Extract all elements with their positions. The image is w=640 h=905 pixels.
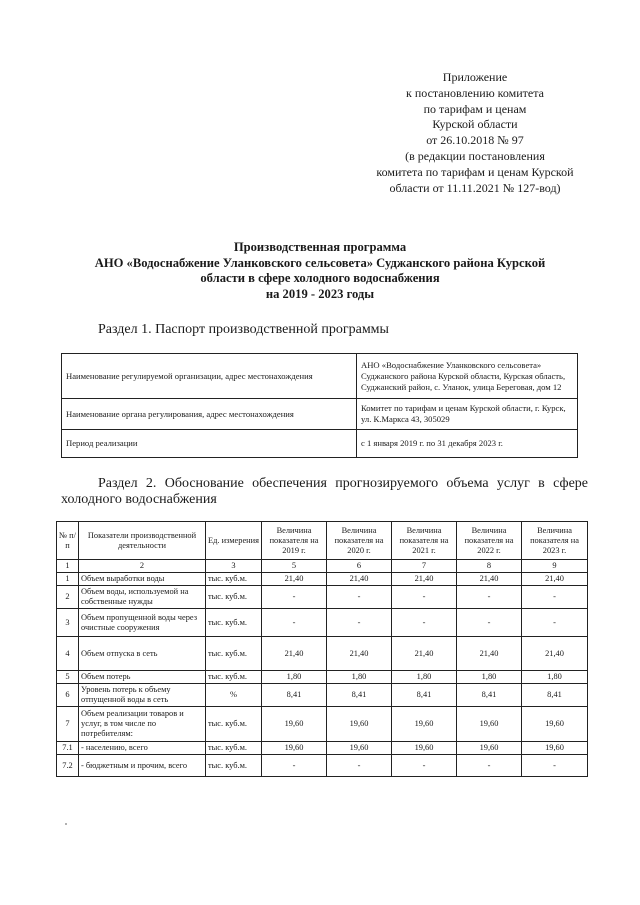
section2-line: Раздел 2. Обоснование обеспечения прогнозируемого объема услуг в сфере <box>98 476 588 491</box>
value-2019: 1,80 <box>262 671 327 684</box>
unit: тыс. куб.м. <box>206 573 262 586</box>
passport-value: АНО «Водоснабжение Уланковского сельсовета» Суджанского района Курской области, Курская область, Суджанский район, с. Уланок, улица Береговая, дом 12 <box>357 354 578 399</box>
row-number: 4 <box>57 637 79 671</box>
value-2022: - <box>457 586 522 609</box>
indicator-name: Уровень потерь к объему отпущенной воды в сеть <box>79 684 206 707</box>
appendix-line: к постановлению комитета <box>406 85 544 100</box>
value-2019: - <box>262 586 327 609</box>
table-row <box>57 671 588 684</box>
indicator-name: Объем реализации товаров и услуг, в том числе по потребителям: <box>79 707 206 742</box>
header-cell: Величина показателя на 2019 г. <box>262 522 327 560</box>
header-cell: Величина показателя на 2022 г. <box>457 522 522 560</box>
value-2020: 1,80 <box>327 671 392 684</box>
row-number: 7.2 <box>57 755 79 777</box>
indicator-name: Объем воды, используемой на собственные нужды <box>79 586 206 609</box>
unit: % <box>206 684 262 707</box>
passport-row <box>62 430 578 458</box>
header-row <box>57 522 588 560</box>
indicators-table <box>56 521 588 777</box>
row-number: 1 <box>57 573 79 586</box>
table-row <box>57 586 588 609</box>
unit: тыс. куб.м. <box>206 671 262 684</box>
column-number: 6 <box>327 560 392 573</box>
indicator-name: Объем отпуска в сеть <box>79 637 206 671</box>
indicator-name: - населению, всего <box>79 742 206 755</box>
appendix-line: по тарифам и ценам <box>423 101 527 116</box>
value-2021: - <box>392 609 457 637</box>
value-2021: 21,40 <box>392 573 457 586</box>
table-row <box>57 707 588 742</box>
value-2023: 19,60 <box>522 742 588 755</box>
header-cell: Показатели производственной деятельности <box>79 522 206 560</box>
value-2023: 19,60 <box>522 707 588 742</box>
passport-value: Комитет по тарифам и ценам Курской области, г. Курск, ул. К.Маркса 43, 305029 <box>357 399 578 430</box>
table-row <box>57 755 588 777</box>
value-2022: - <box>457 755 522 777</box>
value-2023: 21,40 <box>522 573 588 586</box>
value-2020: 21,40 <box>327 637 392 671</box>
value-2020: - <box>327 755 392 777</box>
appendix-line: Приложение <box>442 70 508 84</box>
value-2019: 8,41 <box>262 684 327 707</box>
column-number: 5 <box>262 560 327 573</box>
column-number: 7 <box>392 560 457 573</box>
unit: тыс. куб.м. <box>206 707 262 742</box>
value-2019: - <box>262 755 327 777</box>
appendix-line: комитета по тарифам и ценам Курской <box>376 164 574 179</box>
passport-row <box>62 399 578 430</box>
document-title <box>40 240 600 302</box>
table-row <box>57 573 588 586</box>
value-2021: 1,80 <box>392 671 457 684</box>
column-number: 8 <box>457 560 522 573</box>
title-line: на 2019 - 2023 годы <box>265 286 375 301</box>
value-2021: 19,60 <box>392 707 457 742</box>
value-2020: 19,60 <box>327 742 392 755</box>
value-2020: - <box>327 586 392 609</box>
table-row <box>57 609 588 637</box>
passport-row <box>62 354 578 399</box>
value-2022: 21,40 <box>457 573 522 586</box>
indicator-name: - бюджетным и прочим, всего <box>79 755 206 777</box>
header-cell: Ед. измерения <box>206 522 262 560</box>
unit: тыс. куб.м. <box>206 755 262 777</box>
unit: тыс. куб.м. <box>206 742 262 755</box>
value-2021: 21,40 <box>392 637 457 671</box>
row-number: 7.1 <box>57 742 79 755</box>
passport-table <box>61 353 578 458</box>
value-2023: - <box>522 586 588 609</box>
value-2023: - <box>522 609 588 637</box>
header-cell: Величина показателя на 2021 г. <box>392 522 457 560</box>
header-cell: Величина показателя на 2020 г. <box>327 522 392 560</box>
value-2022: 19,60 <box>457 742 522 755</box>
unit: тыс. куб.м. <box>206 637 262 671</box>
value-2021: - <box>392 586 457 609</box>
section1-heading: Раздел 1. Паспорт производственной программы <box>98 322 389 337</box>
row-number: 2 <box>57 586 79 609</box>
header-cell: № п/п <box>57 522 79 560</box>
value-2020: 8,41 <box>327 684 392 707</box>
value-2020: 19,60 <box>327 707 392 742</box>
column-number: 2 <box>79 560 206 573</box>
table-row <box>57 637 588 671</box>
column-number: 3 <box>206 560 262 573</box>
section2-heading <box>61 476 588 508</box>
row-number: 3 <box>57 609 79 637</box>
value-2022: 8,41 <box>457 684 522 707</box>
title-line: АНО «Водоснабжение Уланковского сельсовета» Суджанского района Курской <box>94 255 546 270</box>
appendix-line: (в редакции постановления <box>405 148 545 163</box>
appendix-line: области от 11.11.2021 № 127-вод) <box>389 180 561 195</box>
passport-label: Наименование органа регулирования, адрес местонахождения <box>62 399 357 430</box>
column-number: 9 <box>522 560 588 573</box>
value-2020: 21,40 <box>327 573 392 586</box>
appendix-block <box>330 70 620 196</box>
value-2019: - <box>262 609 327 637</box>
value-2023: 21,40 <box>522 637 588 671</box>
value-2023: 1,80 <box>522 671 588 684</box>
table-row <box>57 684 588 707</box>
column-number-row <box>57 560 588 573</box>
indicator-name: Объем пропущенной воды через очистные сооружения <box>79 609 206 637</box>
appendix-line: от 26.10.2018 № 97 <box>426 133 524 148</box>
passport-label: Наименование регулируемой организации, адрес местонахождения <box>62 354 357 399</box>
header-cell: Величина показателя на 2023 г. <box>522 522 588 560</box>
value-2022: 21,40 <box>457 637 522 671</box>
unit: тыс. куб.м. <box>206 586 262 609</box>
value-2021: 8,41 <box>392 684 457 707</box>
row-number: 5 <box>57 671 79 684</box>
column-number: 1 <box>57 560 79 573</box>
value-2019: 21,40 <box>262 573 327 586</box>
appendix-line: Курской области <box>432 117 518 132</box>
value-2023: 8,41 <box>522 684 588 707</box>
value-2022: 19,60 <box>457 707 522 742</box>
section2-line: холодного водоснабжения <box>61 492 217 507</box>
value-2020: - <box>327 609 392 637</box>
scan-speck <box>65 823 67 825</box>
unit: тыс. куб.м. <box>206 609 262 637</box>
value-2019: 19,60 <box>262 742 327 755</box>
value-2021: - <box>392 755 457 777</box>
passport-label: Период реализации <box>62 430 357 458</box>
value-2019: 19,60 <box>262 707 327 742</box>
value-2019: 21,40 <box>262 637 327 671</box>
table-row <box>57 742 588 755</box>
title-line: Производственная программа <box>233 240 407 254</box>
value-2022: 1,80 <box>457 671 522 684</box>
passport-value: с 1 января 2019 г. по 31 декабря 2023 г. <box>357 430 578 458</box>
value-2022: - <box>457 609 522 637</box>
indicator-name: Объем потерь <box>79 671 206 684</box>
title-line: области в сфере холодного водоснабжения <box>200 271 440 286</box>
value-2021: 19,60 <box>392 742 457 755</box>
row-number: 6 <box>57 684 79 707</box>
row-number: 7 <box>57 707 79 742</box>
indicator-name: Объем выработки воды <box>79 573 206 586</box>
value-2023: - <box>522 755 588 777</box>
